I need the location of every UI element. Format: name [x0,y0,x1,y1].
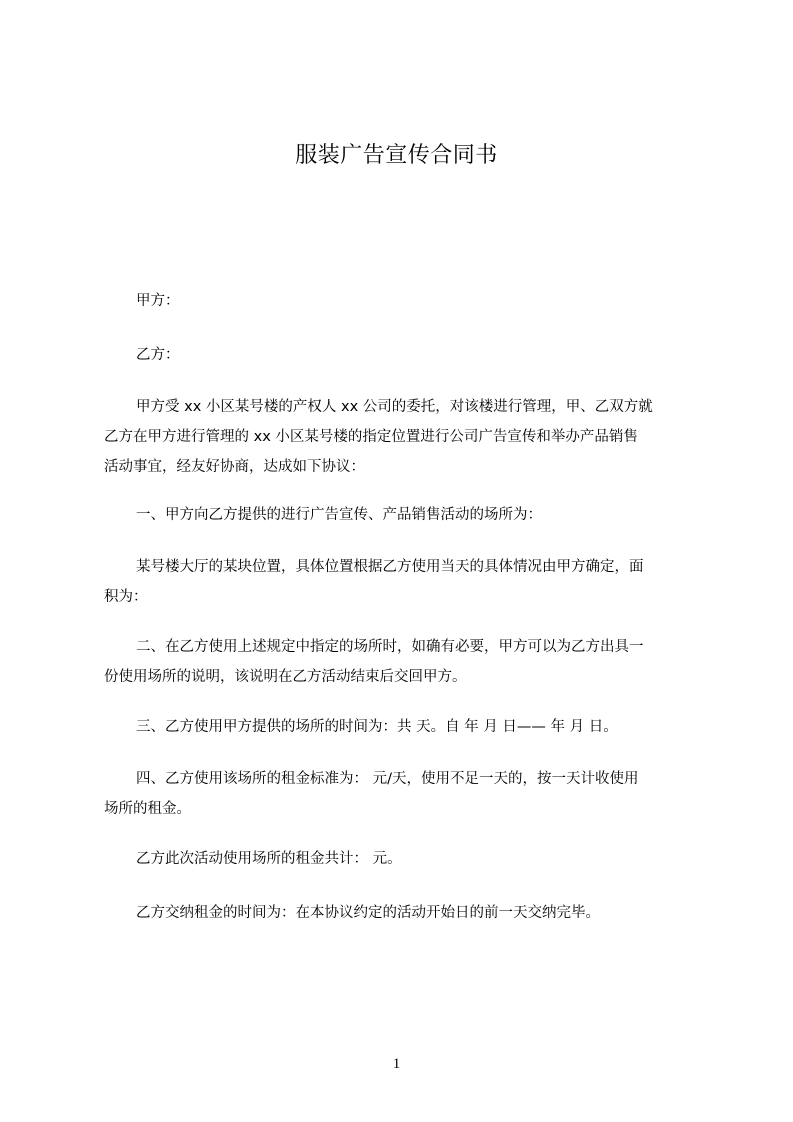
clause-4-paragraph [104,764,702,824]
location-line-2: 积为： [104,589,148,605]
clause-1: 一、甲方向乙方提供的进行广告宣传、产品销售活动的场所为： [136,507,542,523]
clause-4-line-2: 场所的租金。 [104,801,191,817]
location-line-1: 某号楼大厅的某块位置，具体位置根据乙方使用当天的具体情况由甲方确定，面 [136,559,644,575]
location-paragraph [104,552,702,612]
page-number: 1 [392,1056,401,1072]
clause-2-line-1: 二、在乙方使用上述规定中指定的场所时，如确有必要，甲方可以为乙方出具一 [136,639,644,655]
document-title: 服装广告宣传合同书 [295,143,498,168]
payment-time: 乙方交纳租金的时间为：在本协议约定的活动开始日的前一天交纳完毕。 [136,905,600,921]
rent-total: 乙方此次活动使用场所的租金共计： 元。 [136,851,402,867]
clause-2-paragraph [104,632,702,692]
party-a-label: 甲方： [136,293,180,309]
intro-line-2: 乙方在甲方进行管理的 xx 小区某号楼的指定位置进行公司广告宣传和举办产品销售 [104,429,638,445]
intro-line-3: 活动事宜，经友好协商，达成如下协议： [104,459,365,475]
clause-4-line-1: 四、乙方使用该场所的租金标准为： 元/天，使用不足一天的，按一天计收使用 [136,771,639,787]
clause-3: 三、乙方使用甲方提供的场所的时间为：共 天。自 年 月 日—— 年 月 日。 [136,719,618,735]
clause-2-line-2: 份使用场所的说明，该说明在乙方活动结束后交回甲方。 [104,669,467,685]
intro-paragraph [104,392,702,482]
intro-line-1: 甲方受 xx 小区某号楼的产权人 xx 公司的委托，对该楼进行管理，甲、乙双方就 [136,399,653,415]
party-b-label: 乙方： [136,347,180,363]
